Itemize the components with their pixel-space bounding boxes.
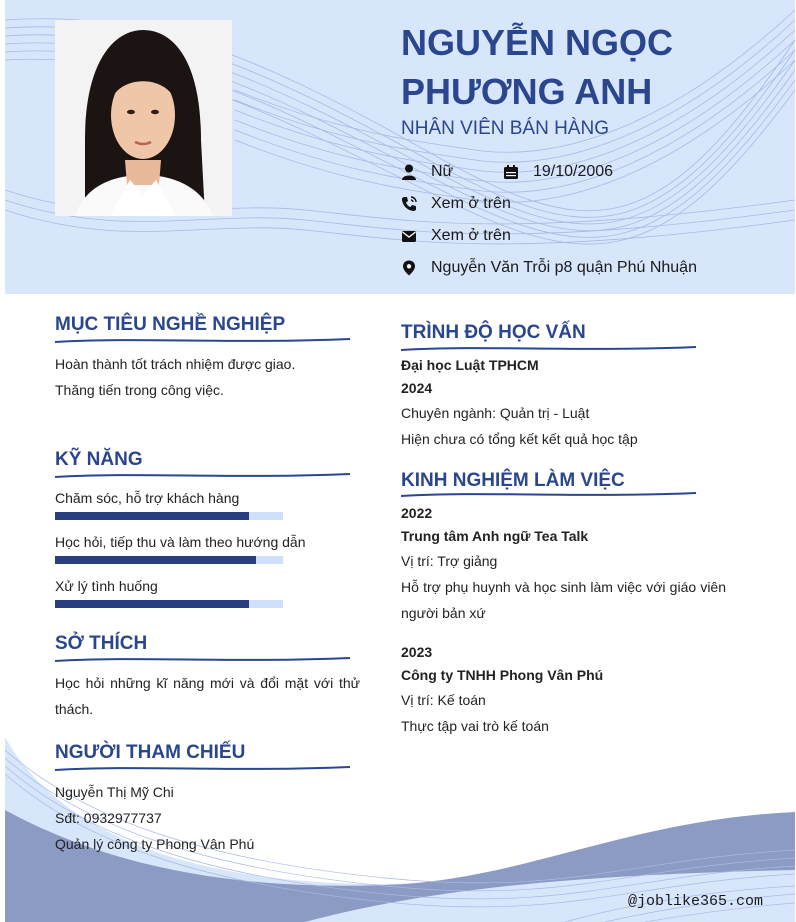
objective-line-1: Hoàn thành tốt trách nhiệm được giao. xyxy=(55,356,296,372)
reference-name: Nguyễn Thị Mỹ Chi xyxy=(55,784,174,800)
skill-bar xyxy=(55,512,283,520)
reference-phone: Sđt: 0932977737 xyxy=(55,810,162,826)
person-icon xyxy=(401,164,417,180)
skill-bar-fill xyxy=(55,556,256,564)
name-line-1: NGUYỄN NGỌC xyxy=(401,22,674,63)
skill-label: Học hỏi, tiếp thu và làm theo hướng dẫn xyxy=(55,534,306,550)
skill-bar-fill xyxy=(55,600,249,608)
phone-row xyxy=(401,195,511,213)
profile-photo xyxy=(55,20,232,216)
hobbies-text: Học hỏi những kĩ năng mới và đổi mặt với thử thách. xyxy=(55,675,360,717)
job-company: Trung tâm Anh ngữ Tea Talk xyxy=(401,528,589,544)
email-value: Xem ở trên xyxy=(431,227,511,244)
map-pin-icon xyxy=(401,260,417,276)
skill-bar xyxy=(55,556,283,564)
email-row xyxy=(401,227,511,245)
education-year: 2024 xyxy=(401,380,433,396)
skill-label: Chăm sóc, hỗ trợ khách hàng xyxy=(55,490,240,506)
education-school: Đại học Luật TPHCM xyxy=(401,357,539,373)
gender-value: Nữ xyxy=(431,163,454,180)
skill-bar-fill xyxy=(55,512,249,520)
references-title: NGƯỜI THAM CHIẾU xyxy=(55,742,246,763)
candidate-name xyxy=(401,18,781,116)
gender-row xyxy=(401,163,453,181)
education-major: Chuyên ngành: Quản trị - Luật xyxy=(401,405,590,421)
education-title: TRÌNH ĐỘ HỌC VẤN xyxy=(401,322,586,343)
objective-underline xyxy=(55,336,350,346)
skill-label: Xử lý tình huống xyxy=(55,578,158,594)
phone-icon xyxy=(401,196,417,212)
address-value: Nguyễn Văn Trỗi p8 quận Phú Nhuận xyxy=(431,259,697,276)
calendar-icon xyxy=(503,164,519,180)
birthday-value: 19/10/2006 xyxy=(533,163,614,180)
portrait-image xyxy=(55,20,232,216)
job-year: 2023 xyxy=(401,644,433,660)
watermark: @joblike365.com xyxy=(627,893,763,910)
skills-underline xyxy=(55,471,350,481)
skill-bar xyxy=(55,600,283,608)
objective-title: MỤC TIÊU NGHỀ NGHIỆP xyxy=(55,314,286,335)
job-company: Công ty TNHH Phong Vân Phú xyxy=(401,667,604,683)
job-description: Hỗ trợ phụ huynh và học sinh làm việc với giáo viên người bản xứ xyxy=(401,579,726,621)
references-underline xyxy=(55,764,350,774)
job-position: Vị trí: Trợ giảng xyxy=(401,553,498,569)
experience-underline xyxy=(401,490,696,500)
phone-value: Xem ở trên xyxy=(431,195,511,212)
address-row xyxy=(401,259,697,277)
resume-page xyxy=(5,0,795,922)
education-note: Hiện chưa có tổng kết kết quả học tập xyxy=(401,431,638,447)
job-title: NHÂN VIÊN BÁN HÀNG xyxy=(401,118,609,139)
envelope-icon xyxy=(401,228,417,244)
skills-title: KỸ NĂNG xyxy=(55,449,143,470)
job-position: Vị trí: Kế toán xyxy=(401,692,486,708)
name-line-2: PHƯƠNG ANH xyxy=(401,71,653,112)
job-description: Thực tập vai trò kế toán xyxy=(401,718,549,734)
experience-title: KINH NGHIỆM LÀM VIỆC xyxy=(401,470,625,491)
objective-line-2: Thăng tiến trong công việc. xyxy=(55,382,224,398)
hobbies-underline xyxy=(55,655,350,665)
hobbies-title: SỞ THÍCH xyxy=(55,633,148,654)
job-year: 2022 xyxy=(401,505,433,521)
birthday-row xyxy=(503,163,613,181)
reference-role: Quản lý công ty Phong Vân Phú xyxy=(55,836,255,852)
